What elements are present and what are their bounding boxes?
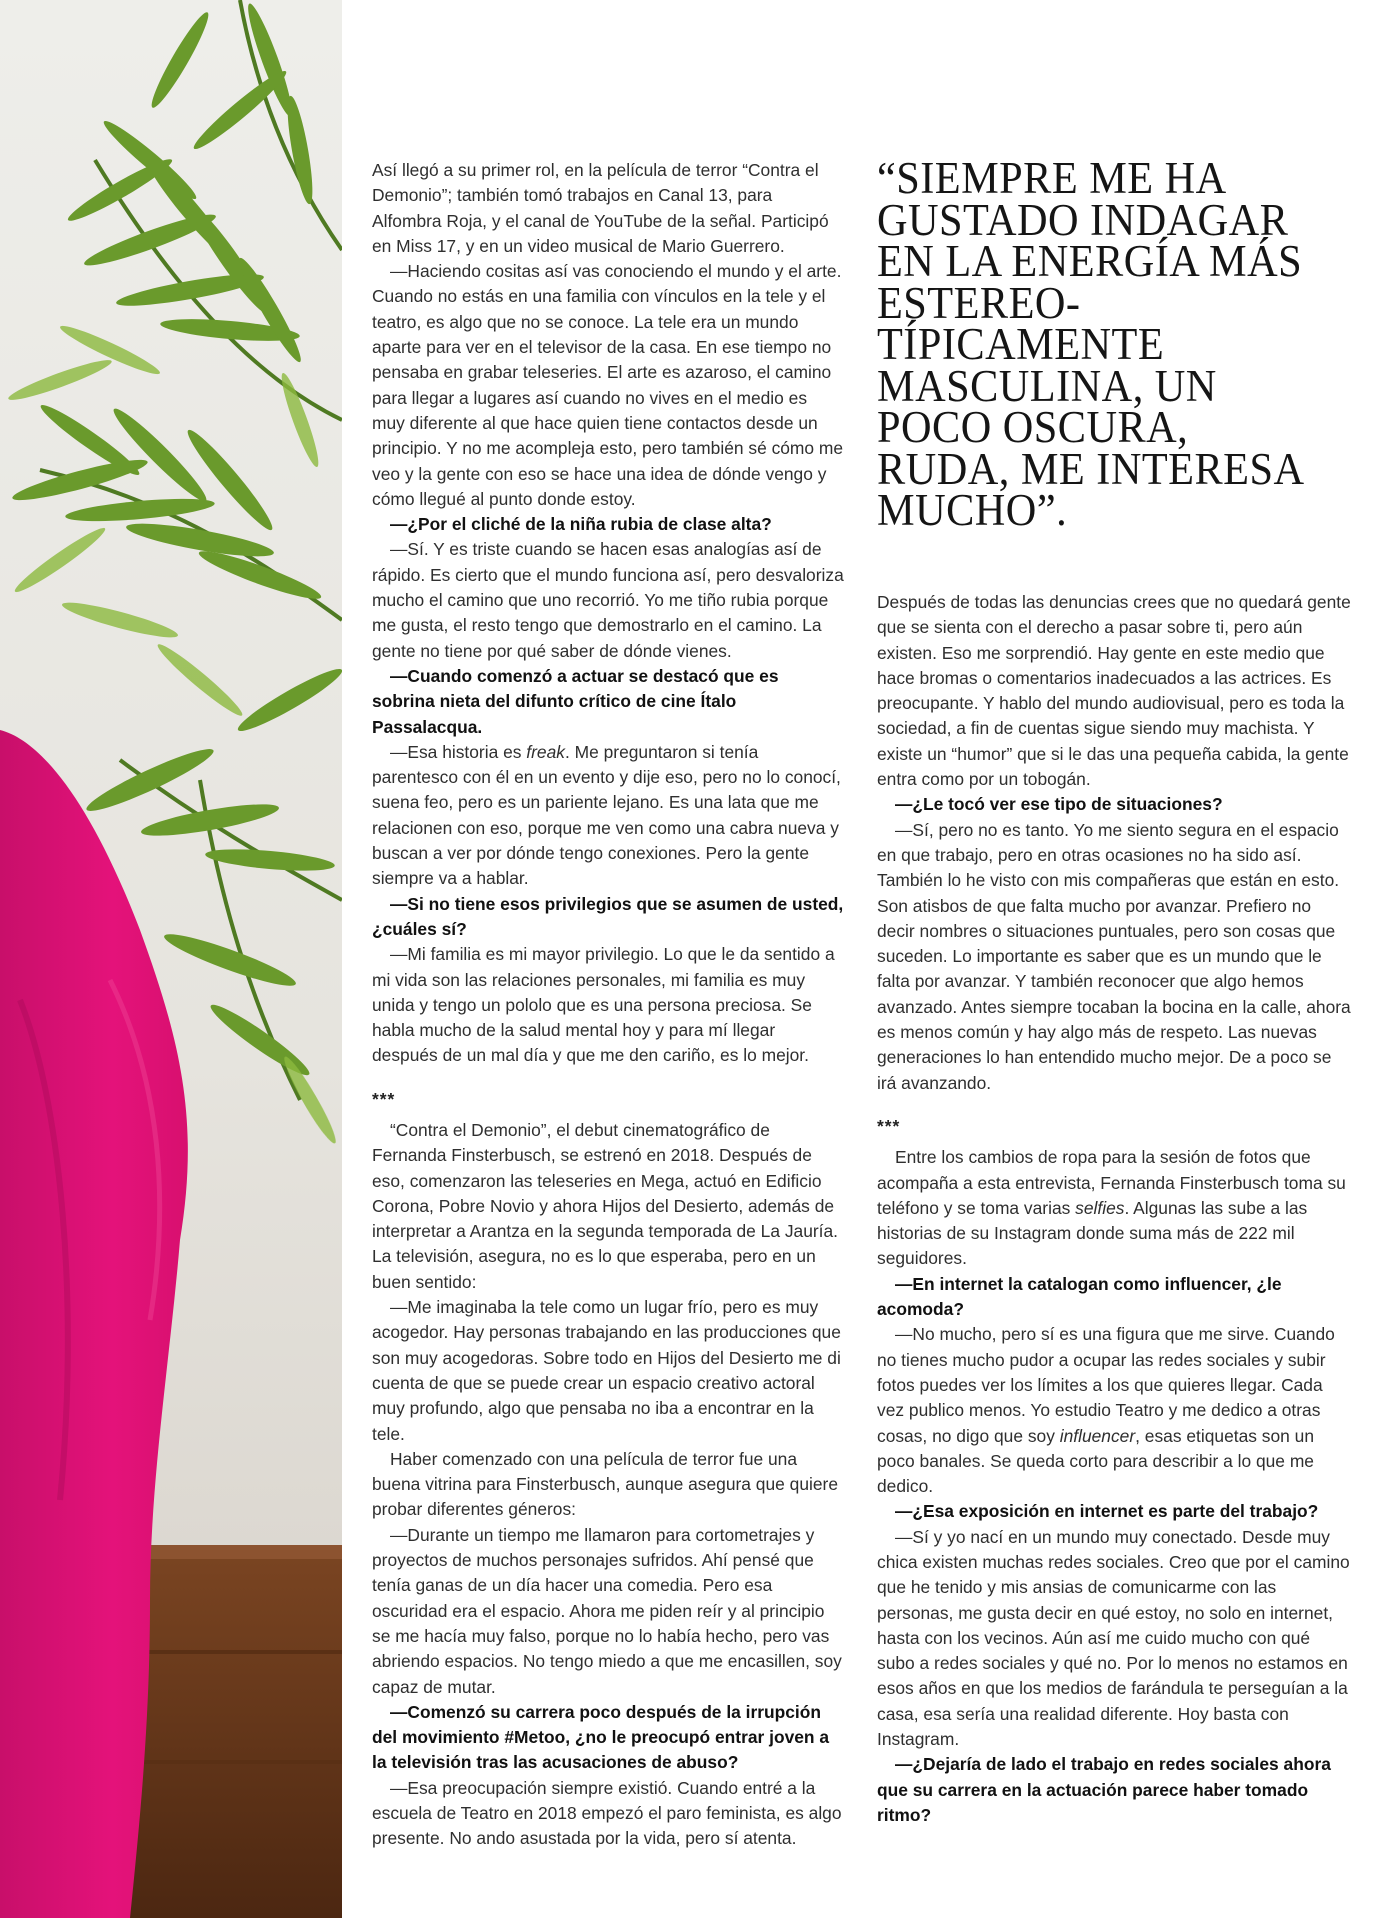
interview-question: —¿Dejaría de lado el trabajo en redes sociales ahora que su carrera en la actuación parece haber tomado ritmo?: [877, 1754, 1331, 1825]
body-paragraph: —Durante un tiempo me llamaron para cortometrajes y proyectos de muchos personajes sufridos. Ahí pensé que tenía ganas de un día hacer una comedia. Pero esa oscuridad era el espacio. Ahora me piden reír y al principio se me hacía muy falso, porque no lo había hecho, pero vas abriendo espacios. No tengo miedo a que me encasillen, soy capaz de mutar.: [372, 1524, 842, 1697]
italic-word: freak: [526, 741, 565, 762]
interview-question: —Cuando comenzó a actuar se destacó que es sobrina nieta del difunto crítico de cine Ítalo Passalacqua.: [372, 665, 779, 737]
body-paragraph: Después de todas las denuncias crees que no quedará gente que se sienta con el derecho a pasar sobre ti, pero aún existen. Eso me sorprendió. Hay gente en este medio que hace bromas o comentarios inadecuados a las actrices. Es preocupante. Y hablo del mundo audiovisual, pero es toda la sociedad, a fin de cuentas sigue siendo muy machista. Y existe un “humor” que si le das una pequeña cabida, la gente entra como por un tobogán.: [877, 592, 1351, 790]
italic-word: selfies: [1075, 1197, 1125, 1218]
interview-question: —Si no tiene esos privilegios que se asumen de usted, ¿cuáles sí?: [372, 893, 844, 939]
body-paragraph: “Contra el Demonio”, el debut cinematográfico de Fernanda Finsterbusch, se estrenó en 2018. Después de eso, comenzaron las teleseries en Mega, actuó en Edificio Corona, Pobre Novio y ahora Hijos del Desierto, además de interpretar a Arantza en la segunda temporada de La Jauría. La televisión, asegura, no es lo que esperaba, pero en un buen sentido:: [372, 1119, 838, 1292]
cover-photo: [0, 0, 342, 1918]
body-paragraph: [877, 1145, 1351, 1271]
body-paragraph: Así llegó a su primer rol, en la película de terror “Contra el Demonio”; también tomó trabajos en Canal 13, para Alfombra Roja, y el canal de YouTube de la señal. Participó en Miss 17, y en un video musical de Mario Guerrero.: [372, 160, 829, 256]
interview-question: —¿Por el cliché de la niña rubia de clase alta?: [390, 514, 772, 535]
article-column-left: [372, 158, 844, 1852]
italic-word: influencer: [1059, 1425, 1136, 1446]
section-separator: ***: [877, 1115, 901, 1136]
section-separator: ***: [372, 1088, 396, 1109]
answer-text: —Esa historia es: [390, 741, 527, 762]
interview-answer: [877, 1322, 1351, 1499]
body-paragraph: —Me imaginaba la tele como un lugar frío, pero es muy acogedor. Hay personas trabajando en las producciones que son muy acogedoras. Sobre todo en Hijos del Desierto me di cuenta de que se puede crear un espacio creativo actoral muy profundo, algo que pensaba no iba a encontrar en la tele.: [372, 1297, 841, 1444]
body-paragraph: Haber comenzado con una película de terror fue una buena vitrina para Finsterbusch, aunque asegura que quiere probar diferentes géneros:: [372, 1448, 838, 1520]
interview-answer: —Esa preocupación siempre existió. Cuando entré a la escuela de Teatro en 2018 empezó el paro feminista, es algo presente. No ando asustada por la vida, pero sí atenta.: [372, 1777, 842, 1849]
interview-answer: —Sí y yo nací en un mundo muy conectado. Desde muy chica existen muchas redes sociales. Creo que por el camino que he tenido y mis ansias de comunicarme con las personas, me gusta decir en qué estoy, no solo en internet, hasta con los vecinos. Aún así me cuido mucho con qué subo a redes sociales y qué no. Por lo menos no estamos en esos años en que los medios de farándula te perseguían a la casa, esa sería una realidad diferente. Hoy basta con Instagram.: [877, 1526, 1350, 1750]
interview-answer: —Sí. Y es triste cuando se hacen esas analogías así de rápido. Es cierto que el mundo funciona así, pero desvaloriza mucho el camino que uno recorrió. Yo me tiño rubia porque me gusta, el resto tengo que demostrarlo en el camino. La gente no tiene por qué saber de dónde vienes.: [372, 539, 844, 661]
interview-answer: [372, 740, 844, 892]
body-paragraph: —Haciendo cositas así vas conociendo el mundo y el arte. Cuando no estás en una familia con vínculos en la tele y el teatro, es algo que no se conoce. La tele era un mundo aparte para ver en el televisor de la casa. En ese tiempo no pensaba en grabar teleseries. El arte es azaroso, el camino para llegar a lugares así cuando no vives en el medio es muy diferente al que hace quien tiene contactos desde un principio. Y no me acompleja esto, pero también sé cómo me veo y la gente con eso se hace una idea de dónde vengo y cómo llegué al punto donde estoy.: [372, 261, 844, 509]
interview-answer: —Mi familia es mi mayor privilegio. Lo que le da sentido a mi vida son las relaciones personales, mi familia es muy unida y tengo un pololo que es una persona preciosa. Se habla mucho de la salud mental hoy y para mí llegar después de un mal día y que me den cariño, es lo mejor.: [372, 944, 835, 1066]
interview-question: —¿Le tocó ver ese tipo de situaciones?: [895, 794, 1223, 815]
interview-question: —Comenzó su carrera poco después de la irrupción del movimiento #Metoo, ¿no le preocupó entrar joven a la televisión tras las acusaciones de abuso?: [372, 1701, 830, 1773]
article-column-right: [877, 590, 1351, 1828]
answer-text: . Me preguntaron si tenía parentesco con él en un evento y dije eso, pero no lo conocí, suena feo, pero es un pariente lejano. Es una lata que me relacionen con eso, porque me ven como una cabra nueva y buscan a ver por dónde tengo conexiones. Pero la gente siempre va a hablar.: [372, 741, 841, 889]
paragraph-text: . Algunas las sube a las historias de su Instagram donde suma más de 222 mil seguidores.: [877, 1197, 1308, 1269]
answer-text: , esas etiquetas son un poco banales. Se queda corto para describir a lo que me dedico.: [877, 1425, 1314, 1497]
plant-and-pink-dress-photo-icon: [0, 0, 342, 1918]
answer-text: —No mucho, pero sí es una figura que me sirve. Cuando no tienes mucho pudor a ocupar las redes sociales y subir fotos puedes ver los límites a los que quieres llegar. Cada vez publico menos. Yo estudio Teatro y me dedico a otras cosas, no digo que soy: [877, 1324, 1335, 1446]
paragraph-text: Entre los cambios de ropa para la sesión de fotos que acompaña a esta entrevista, Fernanda Finsterbusch toma su teléfono y se toma varias: [877, 1147, 1346, 1218]
interview-question: —¿Esa exposición en internet es parte del trabajo?: [895, 1501, 1319, 1522]
interview-answer: —Sí, pero no es tanto. Yo me siento segura en el espacio en que trabajo, pero en otras ocasiones no ha sido así. También lo he visto con mis compañeras que están en esto. Son atisbos de que falta mucho por avanzar. Prefiero no decir nombres o situaciones puntuales, pero son cosas que suceden. Lo importante es saber que es un mundo que le falta por avanzar. Y también reconocer que algo hemos avanzado. Antes siempre tocaban la bocina en la calle, ahora es menos común y hay algo más de respeto. Las nuevas generaciones lo han entendido mucho mejor. De a poco se irá avanzando.: [877, 819, 1351, 1093]
interview-question: —En internet la catalogan como influencer, ¿le acomoda?: [877, 1273, 1282, 1320]
pull-quote: “SIEMPRE ME HA GUSTADO INDAGAR EN LA ENERGÍA MÁS ESTEREO-TÍPICAMENTE MASCULINA, UN POCO OSCURA, RUDA, ME INTERESA MUCHO”.: [877, 153, 1303, 535]
